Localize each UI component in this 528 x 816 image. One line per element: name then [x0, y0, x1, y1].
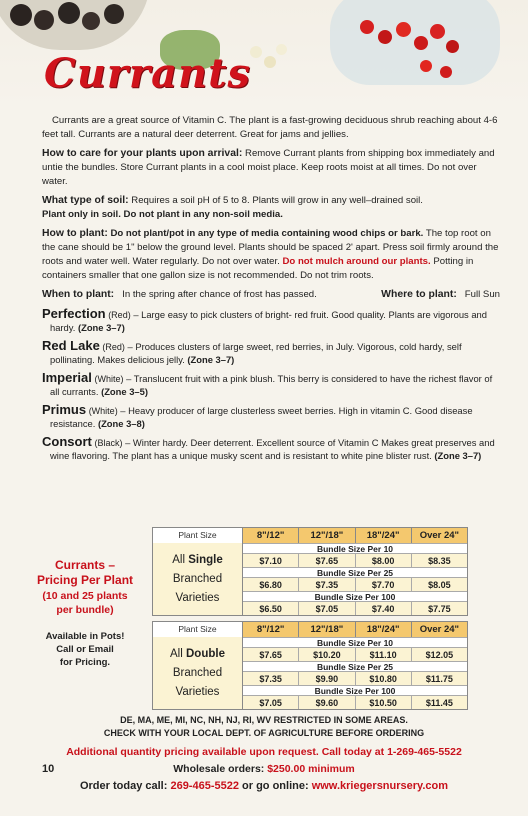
price-cell: $7.70 [356, 578, 412, 591]
variety-color: (Black) [94, 438, 123, 448]
group-line: Branched [172, 573, 223, 585]
variety-imperial [42, 372, 500, 398]
order-label: Order today call: [79, 780, 171, 792]
additional-pricing-note: Additional quantity pricing available upon request. Call today at 1-269-465-5522 [66, 746, 462, 758]
price-cell: $7.05 [243, 696, 299, 709]
bundle-label: Bundle Size Per 10 [243, 637, 467, 647]
price-cell: $7.65 [299, 554, 355, 567]
restriction-line-2: CHECK WITH YOUR LOCAL DEPT. OF AGRICULTURE BEFORE ORDERING [103, 728, 425, 738]
price-cell: $11.45 [425, 698, 453, 708]
size-col: 8"/12" [243, 622, 299, 637]
bundle-label: Bundle Size Per 25 [243, 567, 467, 577]
variety-color: (White) [94, 374, 124, 384]
page-title: Currants [44, 50, 252, 97]
variety-name: Imperial [42, 370, 92, 385]
when-heading: When to plant: [42, 289, 115, 300]
where-text: Full Sun [464, 289, 500, 300]
price-cell: $8.00 [356, 554, 412, 567]
group-line: Varieties [175, 686, 220, 698]
price-table-double [152, 621, 468, 710]
care-text: Remove Currant plants from shipping box immediately and untie the bundles. Store Currant plants in a cool moist place. Keep roots moist at all times. Do not over water. [42, 148, 495, 187]
group-prefix: All [170, 648, 186, 660]
variety-group-label [153, 637, 243, 709]
size-col: Over 24" [412, 622, 467, 637]
price-row-10 [243, 553, 467, 567]
variety-desc: – Large easy to pick clusters of bright- red fruit. Good quality. Plants are vigorous and hardy. [50, 309, 487, 333]
avail-line: Call or Email [56, 644, 114, 655]
where-heading: Where to plant: [381, 289, 457, 300]
price-row-25 [243, 671, 467, 685]
soil-text: Requires a soil pH of 5 to 8. Plants will grow in any well–drained soil. [131, 195, 423, 206]
price-cell: $7.10 [243, 554, 299, 567]
plant-size-label: Plant Size [153, 622, 243, 637]
variety-zone: (Zone 3–8) [97, 417, 145, 429]
order-mid-text: or go online: [238, 780, 312, 792]
pricing-title-2: Pricing Per Plant [36, 573, 134, 587]
pricing-title-1: Currants – [54, 558, 116, 572]
size-col: 12"/18" [299, 622, 355, 637]
price-cell: $9.60 [299, 696, 355, 709]
main-content [42, 114, 500, 462]
wholesale-label: Wholesale orders: [173, 763, 268, 775]
price-cell: $7.35 [299, 578, 355, 591]
price-cell: $10.50 [356, 696, 412, 709]
price-cell: $12.05 [425, 650, 454, 660]
plant-bold-text: Do not plant/pot in any type of media containing wood chips or bark. [110, 228, 424, 239]
variety-desc: – Winter hardy. Deer deterrent. Excellent source of Vitamin C Makes great preserves and wine flavoring. The plant has a unique musky scent and is resistant to white pine blister rust. [50, 437, 495, 461]
price-row-25 [243, 577, 467, 591]
price-cell: $8.05 [428, 580, 451, 590]
price-row-100 [243, 601, 467, 615]
price-cell: $7.65 [243, 648, 299, 661]
order-line [0, 780, 528, 792]
plant-section [42, 227, 500, 283]
when-where-row [42, 288, 500, 302]
wholesale-minimum: $250.00 minimum [267, 763, 355, 775]
variety-zone: (Zone 3–5) [101, 385, 148, 397]
group-type: Double [186, 648, 225, 660]
pricing-summary [20, 558, 150, 669]
plant-heading: How to plant: [42, 228, 108, 239]
where-to-plant [381, 288, 500, 302]
bundle-label: Bundle Size Per 100 [243, 685, 467, 695]
care-heading: How to care for your plants upon arrival: [42, 148, 243, 159]
variety-zone: (Zone 3–7) [187, 353, 235, 365]
size-col: 18"/24" [356, 528, 412, 543]
phone-link[interactable]: 269-465-5522 [170, 780, 239, 792]
price-cell: $10.20 [299, 648, 355, 661]
group-line: Branched [172, 667, 223, 679]
price-cell: $7.05 [299, 602, 355, 615]
size-col: Over 24" [412, 528, 467, 543]
soil-note: Plant only in soil. Do not plant in any non-soil media. [42, 209, 283, 220]
variety-desc: – Translucent fruit with a pink blush. This berry is considered to have the richest flavor of all currants. [50, 373, 493, 397]
price-row-10 [243, 647, 467, 661]
soil-section [42, 194, 500, 222]
variety-name: Red Lake [42, 338, 100, 353]
price-table-header [153, 622, 467, 637]
website-link[interactable]: www.kriegersnursery.com [311, 780, 449, 792]
variety-color: (Red) [108, 310, 131, 320]
variety-consort [42, 436, 500, 462]
price-cell: $11.10 [356, 648, 412, 661]
bundle-label: Bundle Size Per 100 [243, 591, 467, 601]
variety-color: (Red) [102, 342, 125, 352]
avail-line: Available in Pots! [45, 631, 125, 642]
when-to-plant [42, 288, 317, 302]
price-cell: $8.35 [428, 556, 451, 566]
variety-desc: – Produces clusters of large sweet, red berries, in July. Vigorous, cold hardy, self pollinating. Makes delicious jelly. [50, 341, 462, 365]
group-prefix: All [172, 554, 189, 566]
bundle-label: Bundle Size Per 25 [243, 661, 467, 671]
variety-zone: (Zone 3–7) [77, 321, 125, 333]
plant-mulch-warning: Do not mulch around our plants. [282, 256, 431, 267]
price-cell: $10.80 [356, 672, 412, 685]
variety-red-lake [42, 340, 500, 366]
price-cell: $7.35 [243, 672, 299, 685]
price-cell: $6.80 [243, 578, 299, 591]
variety-perfection [42, 308, 500, 334]
group-line: Varieties [175, 592, 220, 604]
plant-text-2: Potting in containers smaller that one gallon size is not recommended. Do not trim roots. [42, 256, 474, 281]
when-text: In the spring after chance of frost has passed. [122, 289, 317, 300]
price-cell: $7.40 [356, 602, 412, 615]
pots-availability [20, 630, 150, 669]
care-section [42, 147, 500, 189]
header-photo [0, 0, 528, 108]
variety-name: Perfection [42, 306, 106, 321]
price-table-single [152, 527, 468, 616]
price-cell: $9.90 [299, 672, 355, 685]
variety-group-label [153, 543, 243, 615]
variety-name: Primus [42, 402, 87, 417]
price-cell: $7.75 [428, 604, 451, 614]
wholesale-note [0, 763, 528, 775]
intro-text: Currants are a great source of Vitamin C. The plant is a fast-growing deciduous shrub reaching about 4-6 feet tall. Currants are a natural deer deterrent. Great for jams and jellies. [42, 115, 498, 140]
variety-name: Consort [42, 434, 92, 449]
pricing-sub-2: per bundle) [56, 604, 114, 616]
avail-line: for Pricing. [59, 657, 111, 668]
pricing-sub-1: (10 and 25 plants [42, 590, 128, 602]
plant-size-label: Plant Size [153, 528, 243, 543]
size-col: 8"/12" [243, 528, 299, 543]
page-number: 10 [42, 763, 55, 775]
restriction-line-1: DE, MA, ME, MI, NC, NH, NJ, RI, WV RESTRICTED IN SOME AREAS. [120, 715, 408, 725]
bundle-label: Bundle Size Per 10 [243, 543, 467, 553]
restriction-notice [0, 714, 528, 740]
variety-primus [42, 404, 500, 430]
price-row-100 [243, 695, 467, 709]
price-table-header [153, 528, 467, 543]
soil-heading: What type of soil: [42, 195, 129, 206]
size-col: 12"/18" [299, 528, 355, 543]
price-cell: $11.75 [425, 674, 453, 684]
variety-zone: (Zone 3–7) [434, 449, 482, 461]
variety-desc: – Heavy producer of large clusterless sweet berries. High in vitamin C. Good disease resistance. [50, 405, 473, 429]
variety-color: (White) [88, 406, 118, 416]
group-type: Single [188, 554, 223, 566]
plant-text-1: The top root on the cane should be 1" below the ground level. Plants should be spaced 2' apart. Press soil firmly around the roots and water well. Water regularly. Do not over water. [42, 228, 499, 267]
price-cell: $6.50 [243, 602, 299, 615]
size-col: 18"/24" [356, 622, 412, 637]
